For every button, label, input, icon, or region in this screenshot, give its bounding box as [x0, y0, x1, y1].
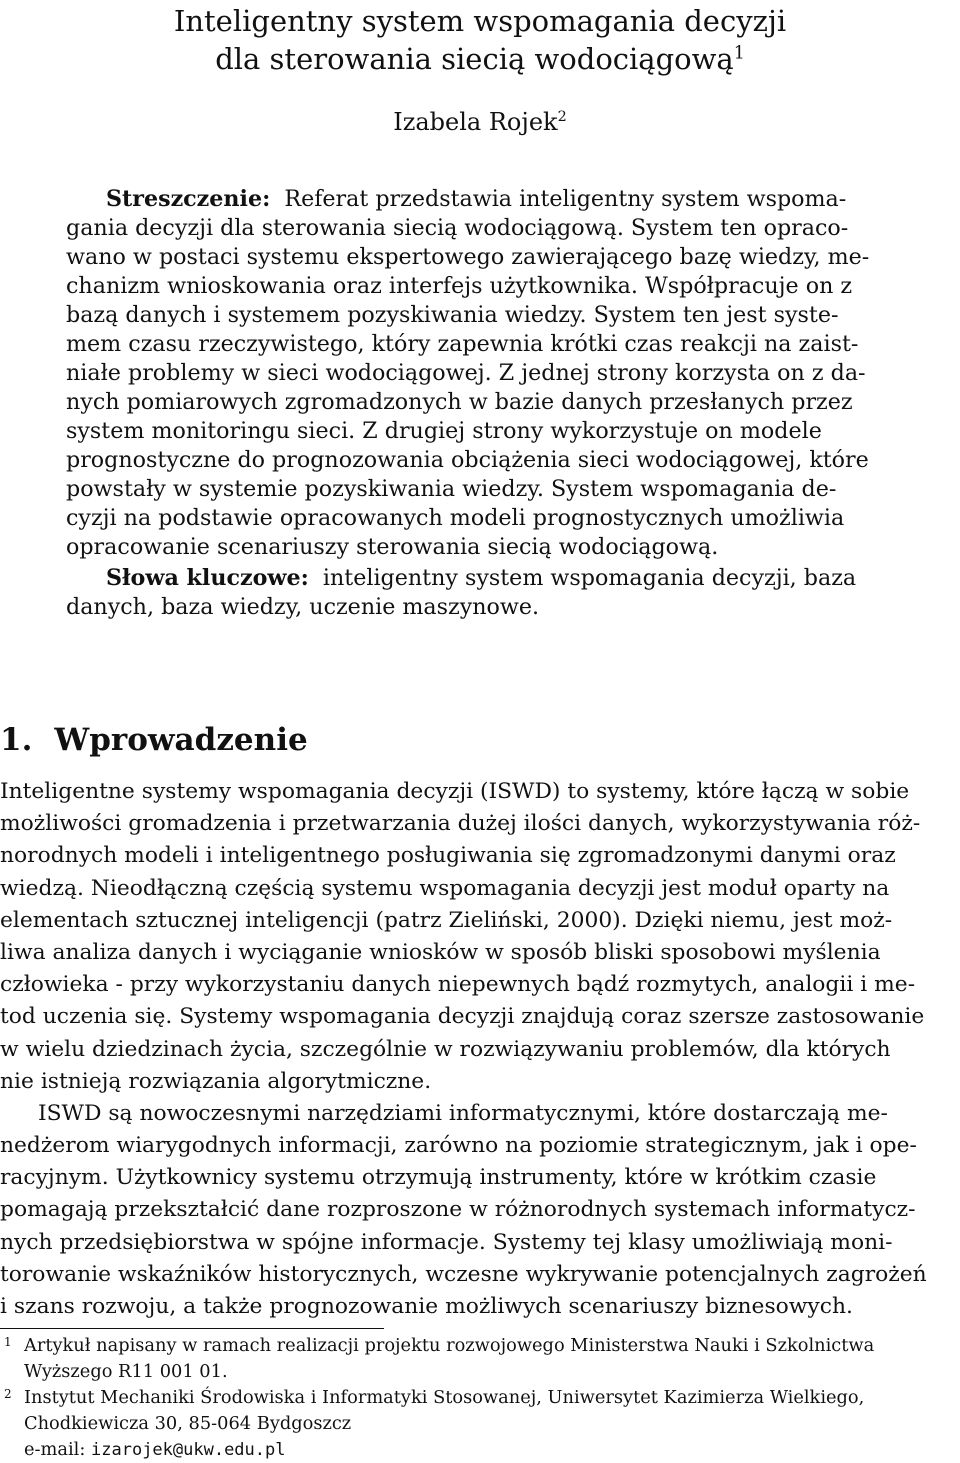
title-footnote-mark: 1 — [733, 43, 745, 64]
body-line: pomagają przekształcić dane rozproszone w różnorodnych systemach informatycz- — [0, 1197, 916, 1223]
body-line: racyjnym. Użytkownicy systemu otrzymują instrumenty, które w krótkim czasie — [0, 1165, 877, 1191]
section-number: 1. — [0, 722, 33, 758]
keywords-line — [66, 564, 892, 593]
body-line: nedżerom wiarygodnych informacji, zarówno na poziomie strategicznym, jak i ope- — [0, 1133, 917, 1159]
abstract-line: niałe problemy w sieci wodociągowej. Z jednej strony korzysta on z da- — [66, 360, 866, 386]
keywords-label: Słowa kluczowe: — [106, 565, 309, 591]
abstract-line: system monitoringu sieci. Z drugiej strony wykorzystuje on modele — [66, 418, 822, 444]
body-line: i szans rozwoju, a także prognozowanie możliwych scenariuszy biznesowych. — [0, 1294, 853, 1319]
footnote-email-line — [0, 1437, 960, 1463]
footnote-line: Wyższego R11 001 01. — [24, 1361, 228, 1382]
title-line-2 — [0, 40, 960, 78]
footnote-line: Artykuł napisany w ramach realizacji projektu rozwojowego Ministerstwa Nauki i Szkolnictwa — [24, 1335, 875, 1356]
body-line: wiedzą. Nieodłączną częścią systemu wspomagania decyzji jest moduł oparty na — [0, 875, 890, 901]
abstract-line: opracowanie scenariuszy sterowania siecią wodociągową. — [66, 534, 719, 560]
abstract-line: chanizm wnioskowania oraz interfejs użytkownika. Współpracuje on z — [66, 273, 853, 299]
abstract-line: wano w postaci systemu ekspertowego zawierającego bazę wiedzy, me- — [66, 244, 870, 270]
abstract-line: bazą danych i systemem pozyskiwania wiedzy. System ten jest syste- — [66, 302, 839, 328]
body-line: liwa analiza danych i wyciąganie wniosków w sposób bliski sposobowi myślenia — [0, 939, 881, 965]
footnote-2 — [0, 1385, 960, 1463]
abstract-label: Streszczenie: — [106, 186, 271, 212]
body-line: torowanie wskaźników historycznych, wczesne wykrywanie potencjalnych zagrożeń — [0, 1261, 927, 1287]
body-text — [0, 776, 958, 1323]
footnotes — [0, 1333, 960, 1463]
author-footnote-mark: 2 — [557, 109, 567, 125]
author-name: Izabela Rojek — [393, 108, 558, 136]
email-address: izarojek@ukw.edu.pl — [91, 1440, 286, 1460]
section-title: Wprowadzenie — [54, 722, 308, 758]
email-label: e-mail: — [24, 1439, 86, 1460]
section-heading — [0, 722, 330, 758]
keywords-line-text: inteligentny system wspomagania decyzji, baza — [322, 565, 857, 591]
title-line-2-text: dla sterowania siecią wodociągową — [215, 42, 734, 76]
body-line: norodnych modeli i inteligentnego posługiwania się zgromadzonymi danymi oraz — [0, 843, 896, 869]
footnote-mark: 1 — [4, 1335, 12, 1349]
body-line: Inteligentne systemy wspomagania decyzji (ISWD) to systemy, które łączą w sobie — [0, 779, 910, 804]
keywords-line: danych, baza wiedzy, uczenie maszynowe. — [66, 594, 540, 620]
body-line: nie istnieją rozwiązania algorytmiczne. — [0, 1068, 432, 1094]
author — [0, 108, 960, 136]
footnote-1 — [0, 1333, 960, 1385]
body-line: człowieka - przy wykorzystaniu danych niepewnych bądź rozmytych, analogii i me- — [0, 972, 916, 998]
footnote-line: Chodkiewicza 30, 85-064 Bydgoszcz — [24, 1413, 352, 1434]
abstract-line — [66, 185, 892, 214]
body-line: możliwości gromadzenia i przetwarzania dużej ilości danych, wykorzystywania róż- — [0, 811, 921, 837]
title-line-1: Inteligentny system wspomagania decyzji — [173, 4, 787, 38]
abstract-line: nych pomiarowych zgromadzonych w bazie danych przesłanych przez — [66, 389, 853, 415]
footnote-mark: 2 — [4, 1387, 12, 1401]
abstract-line: gania decyzji dla sterowania siecią wodociągową. System ten opraco- — [66, 215, 849, 241]
body-line: elementach sztucznej inteligencji (patrz Zieliński, 2000). Dzięki niemu, jest moż- — [0, 907, 893, 933]
body-line: tod uczenia się. Systemy wspomagania decyzji znajdują coraz szersze zastosowanie — [0, 1004, 925, 1030]
abstract-line: cyzji na podstawie opracowanych modeli prognostycznych umożliwia — [66, 505, 845, 531]
body-line: ISWD są nowoczesnymi narzędziami informatycznymi, które dostarczają me- — [38, 1100, 888, 1126]
abstract-line: prognostyczne do prognozowania obciążenia sieci wodociągowej, które — [66, 447, 869, 473]
footnote-rule — [0, 1328, 384, 1329]
body-line: w wielu dziedzinach życia, szczególnie w rozwiązywaniu problemów, dla których — [0, 1036, 891, 1062]
footnote-line: Instytut Mechaniki Środowiska i Informatyki Stosowanej, Uniwersytet Kazimierza Wielkiego, — [24, 1387, 865, 1408]
abstract-line: mem czasu rzeczywistego, który zapewnia krótki czas reakcji na zaist- — [66, 331, 859, 357]
abstract-line: powstały w systemie pozyskiwania wiedzy. System wspomagania de- — [66, 476, 837, 502]
keywords — [66, 564, 892, 622]
abstract-line-text: Referat przedstawia inteligentny system wspoma- — [284, 186, 847, 212]
abstract — [66, 185, 892, 562]
body-line: nych przedsiębiorstwa w spójne informacje. Systemy tej klasy umożliwiają moni- — [0, 1229, 893, 1255]
